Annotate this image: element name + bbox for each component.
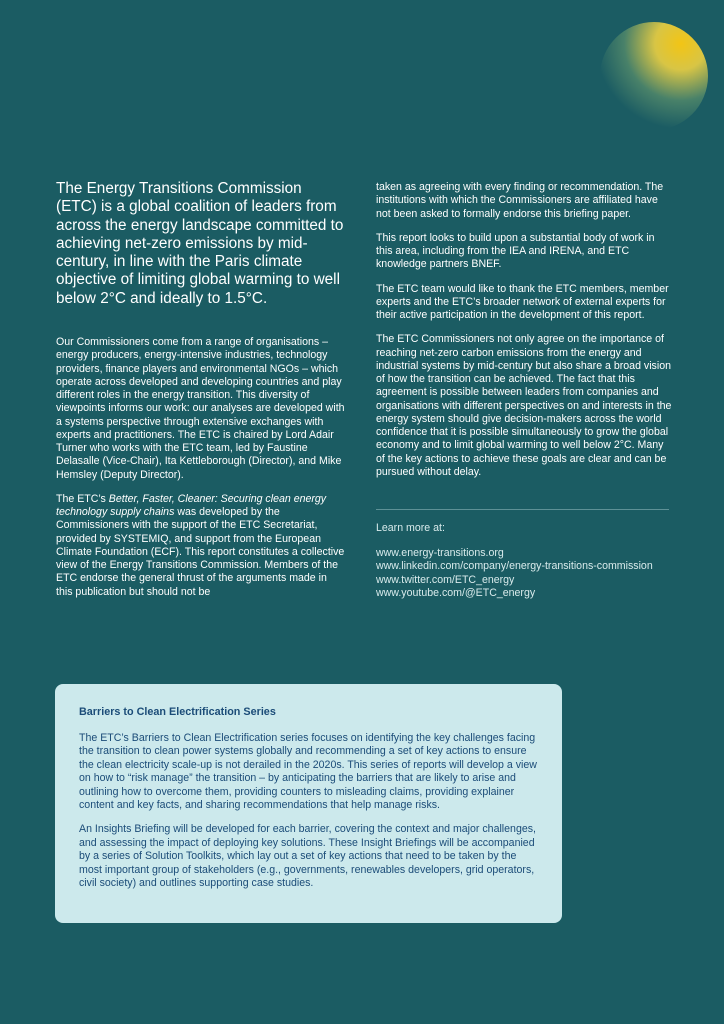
left-column bbox=[56, 180, 346, 610]
link-website[interactable]: www.energy-transitions.org bbox=[376, 547, 504, 559]
commissioners-paragraph: Our Commissioners come from a range of organisations – energy producers, energy-intensive industries, technology providers, finance players and environmental NGOs – which operate across developed and developing countries and play different roles in the energy transition. This diversity of viewpoints informs our work: our analyses are developed with a systems perspective through extensive exchanges with experts and practitioners. The ETC is chaired by Lord Adair Turner who works with the ETC team, led by Faustine Delasalle (Vice-Chair), Ita Kettleborough (Director), and Mike Hemsley (Deputy Director). bbox=[56, 336, 345, 481]
thanks-paragraph: The ETC team would like to thank the ETC members, member experts and the ETC’s broader network of external experts for their active participation in the development of this report. bbox=[376, 282, 669, 321]
decorative-glow-circle bbox=[600, 22, 708, 130]
divider bbox=[376, 509, 669, 510]
report-paragraph bbox=[56, 493, 346, 599]
series-paragraph-2: An Insights Briefing will be developed for each barrier, covering the context and major challenges, and assessing the impact of deploying key solutions. These Insight Briefings will be accompanied by a series of Solution Toolkits, which lay out a set of key actions that need to be taken by the most important group of stakeholders (e.g., governments, renewables developers, grid operators, civil society) and outlines supporting case studies. bbox=[79, 823, 536, 890]
series-info-box bbox=[55, 684, 562, 923]
link-linkedin[interactable]: www.linkedin.com/company/energy-transitions-commission bbox=[376, 560, 653, 573]
endorsement-paragraph: taken as agreeing with every finding or recommendation. The institutions with which the Commissioners are affiliated have not been asked to formally endorse this briefing paper. bbox=[376, 181, 664, 220]
link-youtube[interactable]: www.youtube.com/@ETC_energy bbox=[376, 587, 536, 600]
body-of-work-paragraph: This report looks to build upon a substantial body of work in this area, including from the IEA and IRENA, and ETC knowledge partners BNEF. bbox=[376, 231, 655, 271]
link-twitter[interactable]: www.twitter.com/ETC_energy bbox=[376, 573, 515, 586]
vision-paragraph: The ETC Commissioners not only agree on the importance of reaching net-zero carbon emissions from the energy and industrial systems by mid-century but also share a broad vision of how the transition can be achieved. The fact that this agreement is possible between leaders from companies and organisations with different perspectives on and interests in the energy system should give decision-makers across the world confidence that it is possible simultaneously to grow the global economy and to limit global warming to well below 2°C. Many of the key actions to achieve these goals are clear and can be pursued without delay. bbox=[376, 333, 672, 478]
series-paragraph-1: The ETC’s Barriers to Clean Electrification series focuses on identifying the key challenges facing the transition to clean power systems globally and recommending a set of key actions to ensure the clean electricity scale-up is not derailed in the 2020s. This series of reports will develop a view on how to “risk manage” the transition – by anticipating the barriers that are likely to arise and outlining how to overcome them, providing counters to misleading claims, providing explainer content and key facts, and sharing recommendations that help manage risks. bbox=[79, 732, 537, 812]
right-column bbox=[376, 181, 672, 601]
learn-more-label: Learn more at: bbox=[376, 522, 445, 534]
intro-lead: The Energy Transitions Commission (ETC) is a global coalition of leaders from across the energy landscape committed to achieving net-zero emissions by mid-century, in line with the Paris climate objective of limiting global warming to well below 2°C and ideally to 1.5°C. bbox=[56, 180, 344, 307]
report-prefix: The ETC’s bbox=[56, 492, 109, 505]
report-title: Better, Faster, Cleaner: Securing clean energy technology supply chains bbox=[56, 492, 327, 519]
report-rest: was developed by the Commissioners with the support of the ETC Secretariat, provided by SYSTEMIQ, and support from the European Climate Foundation (ECF). This report constitutes a collective view of the Energy Transitions Commission. Members of the ETC endorse the general thrust of the arguments made in this publication but should not be bbox=[56, 506, 345, 598]
learn-more-links bbox=[376, 547, 672, 601]
series-title: Barriers to Clean Electrification Series bbox=[79, 706, 276, 718]
